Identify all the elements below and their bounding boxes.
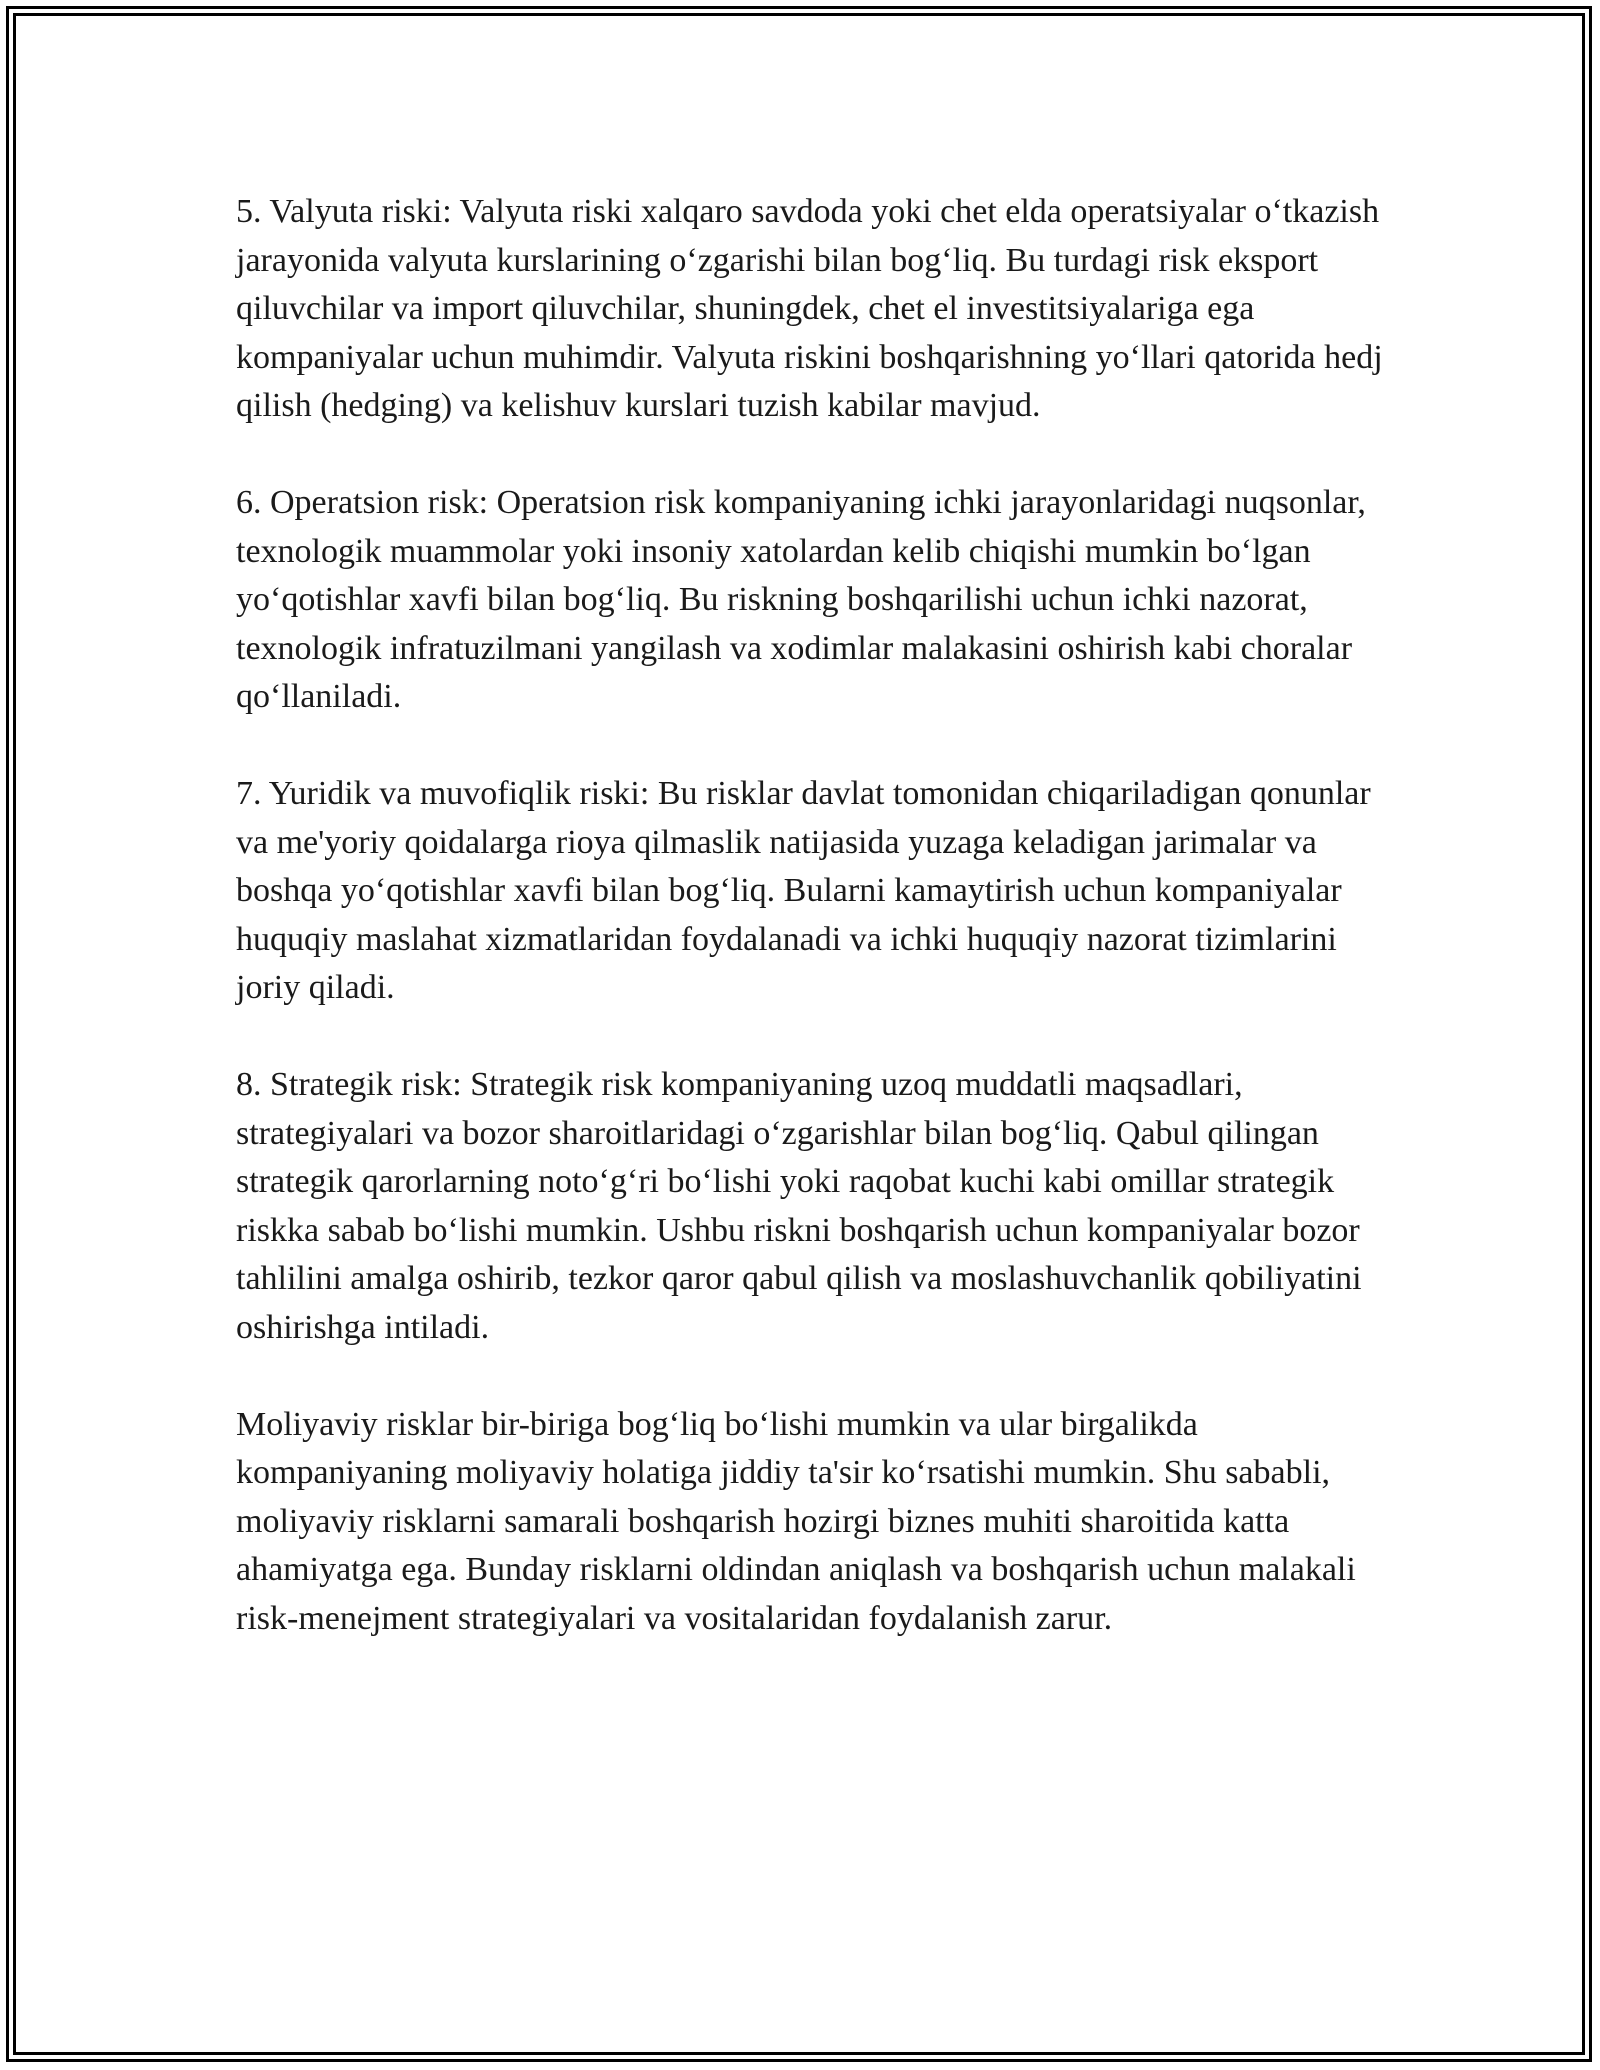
paragraph-strategic-risk: 8. Strategik risk: Strategik risk kompaniyaning uzoq muddatli maqsadlari, strategiyalari va bozor sharoitlaridagi o‘zgarishlar bilan bog‘liq. Qabul qilingan strategik qarorlarning noto‘g‘ri bo‘lishi yoki raqobat kuchi kabi omillar strategik riskka sabab bo‘lishi mumkin. Ushbu riskni boshqarish uchun kompaniyalar bozor tahlilini amalga oshirib, tezkor qaror qabul qilish va moslashuvchanlik qobiliyatini oshirishga intiladi. [236, 1066, 1362, 1346]
document-body [236, 188, 1386, 1692]
paragraph-currency-risk: 5. Valyuta riski: Valyuta riski xalqaro savdoda yoki chet elda operatsiyalar o‘tkazish jarayonida valyuta kurslarining o‘zgarishi bilan bog‘liq. Bu turdagi risk eksport qiluvchilar va import qiluvchilar, shuningdek, chet el investitsiyalariga ega kompaniyalar uchun muhimdir. Valyuta riskini boshqarishning yo‘llari qatorida hedj qilish (hedging) va kelishuv kurslari tuzish kabilar mavjud. [236, 193, 1383, 424]
paragraph-legal-compliance-risk: 7. Yuridik va muvofiqlik riski: Bu risklar davlat tomonidan chiqariladigan qonunlar va me'yoriy qoidalarga rioya qilmaslik natijasida yuzaga keladigan jarimalar va boshqa yo‘qotishlar xavfi bilan bog‘liq. Bularni kamaytirish uchun kompaniyalar huquqiy maslahat xizmatlaridan foydalanadi va ichki huquqiy nazorat tizimlarini joriy qiladi. [236, 775, 1371, 1006]
paragraph-operational-risk: 6. Operatsion risk: Operatsion risk kompaniyaning ichki jarayonlaridagi nuqsonlar, texnologik muammolar yoki insoniy xatolardan kelib chiqishi mumkin bo‘lgan yo‘qotishlar xavfi bilan bog‘liq. Bu riskning boshqarilishi uchun ichki nazorat, texnologik infratuzilmani yangilash va xodimlar malakasini oshirish kabi choralar qo‘llaniladi. [236, 484, 1366, 715]
paragraph-conclusion: Moliyaviy risklar bir-biriga bog‘liq bo‘lishi mumkin va ular birgalikda kompaniyaning moliyaviy holatiga jiddiy ta'sir ko‘rsatishi mumkin. Shu sababli, moliyaviy risklarni samarali boshqarish hozirgi biznes muhiti sharoitida katta ahamiyatga ega. Bunday risklarni oldindan aniqlash va boshqarish uchun malakali risk-menejment strategiyalari va vositalaridan foydalanish zarur. [236, 1405, 1356, 1637]
